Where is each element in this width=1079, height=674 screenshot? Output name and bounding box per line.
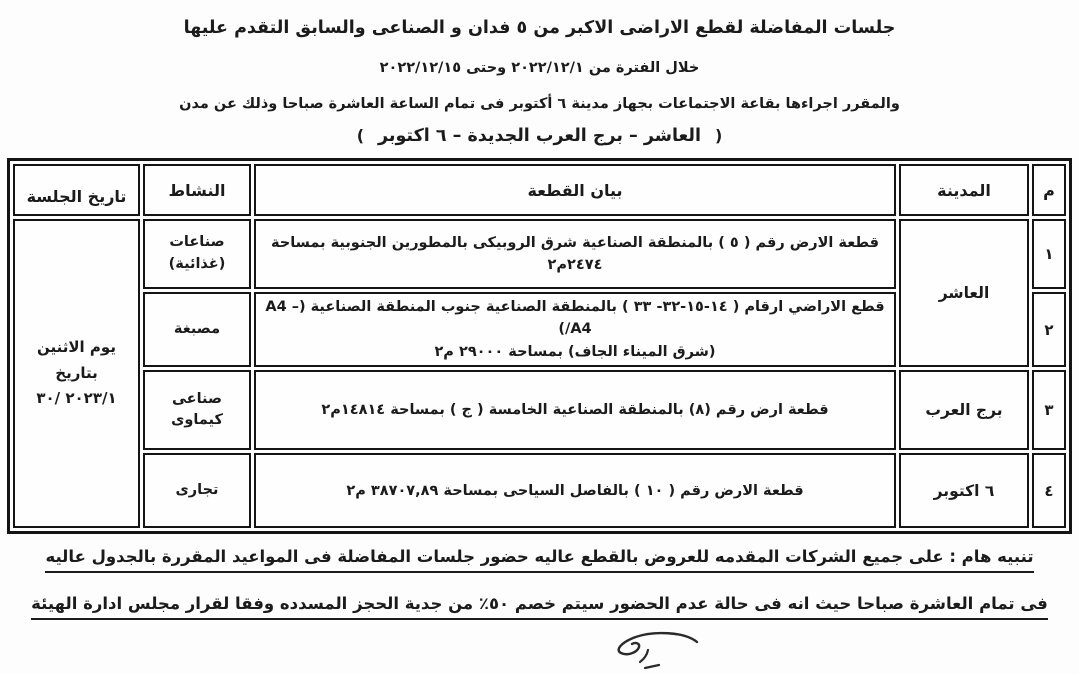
- city-cell-borg-elarab: برج العرب: [899, 370, 1029, 450]
- notice-text-2: فى تمام العاشرة صباحا حيث انه فى حالة عدم الحضور سيتم خصم ٥٠٪ من جدية الحجز المسدده وفقا لقرار مجلس ادارة الهيئة: [31, 594, 1048, 620]
- column-header-plot: بيان القطعة: [254, 164, 896, 216]
- activity-cell-2: مصبغة: [143, 292, 251, 367]
- serial-cell-4: ٤: [1032, 453, 1066, 528]
- important-notice-line2: [0, 594, 1079, 620]
- title-cities-line: [0, 126, 1079, 146]
- table-row: [13, 453, 1066, 528]
- activity-cell-1: صناعات (غذائية): [143, 219, 251, 289]
- table-row: [13, 219, 1066, 289]
- plot-cell-2-line1: قطع الاراضي ارقام ( ١٤-١٥-٣٢- ٣٣ ) بالمنطقة الصناعية جنوب المنطقة الصناعية (A4 – A4/): [265, 299, 885, 338]
- serial-cell-3: ٣: [1032, 370, 1066, 450]
- plot-cell-4: قطعة الارض رقم ( ١٠ ) بالفاصل السياحى بمساحة ٣٨٧٠٧,٨٩ م٢: [254, 453, 896, 528]
- plot-cell-2-line2: (شرق الميناء الجاف) بمساحة ٢٩٠٠٠ م٢: [434, 343, 716, 360]
- session-day: يوم الاثنين: [37, 338, 116, 357]
- cities-list: العاشر – برج العرب الجديدة – ٦ اكتوبر: [378, 126, 701, 146]
- plot-cell-2: [254, 292, 896, 367]
- open-paren: (: [715, 126, 723, 145]
- session-date-value: ٢٠٢٣/١ /٣٠: [36, 389, 117, 408]
- session-date-word: بتاريخ: [55, 363, 98, 382]
- serial-cell-1: ١: [1032, 219, 1066, 289]
- sessions-table: [7, 158, 1072, 534]
- important-notice-line1: [0, 547, 1079, 573]
- column-header-city: المدينة: [899, 164, 1029, 216]
- signature-mark: [585, 626, 715, 674]
- session-date-cell: [13, 219, 140, 528]
- activity-cell-4: تجارى: [143, 453, 251, 528]
- city-cell-10th: العاشر: [899, 219, 1029, 367]
- title-period-line: خلال الفترة من ٢٠٢٢/١٢/١ وحتى ٢٠٢٢/١٢/١٥: [379, 60, 700, 76]
- column-header-activity: النشاط: [143, 164, 251, 216]
- city-cell-6october: ٦ اكتوبر: [899, 453, 1029, 528]
- close-paren: ): [356, 126, 364, 145]
- column-header-serial: م: [1032, 164, 1066, 216]
- column-header-session-date: تاريخ الجلسة: [13, 164, 140, 216]
- activity-cell-3: صناعى كيماوى: [143, 370, 251, 450]
- plot-cell-1: قطعة الارض رقم ( ٥ ) بالمنطقة الصناعية شرق الروبيكى بالمطورين الجنوبية بمساحة ٢٤٧٤م٢: [254, 219, 896, 289]
- table-header-row: [13, 164, 1066, 216]
- serial-cell-2: ٢: [1032, 292, 1066, 367]
- page-title: جلسات المفاضلة لقطع الاراضى الاكبر من ٥ فدان و الصناعى والسابق التقدم عليها: [183, 18, 896, 38]
- title-venue-line: والمقرر اجراءها بقاعة الاجتماعات بجهاز مدينة ٦ أكتوبر فى تمام الساعة العاشرة صباحا وذلك عن مدن: [179, 96, 900, 112]
- table-row: [13, 370, 1066, 450]
- notice-text-1: تنبيه هام : على جميع الشركات المقدمه للعروض بالقطع عاليه حضور جلسات المفاضلة فى المواعيد المقررة بالجدول عاليه: [45, 547, 1033, 573]
- plot-cell-3: قطعة ارض رقم (٨) بالمنطقة الصناعية الخامسة ( ج ) بمساحة ١٤٨١٤م٢: [254, 370, 896, 450]
